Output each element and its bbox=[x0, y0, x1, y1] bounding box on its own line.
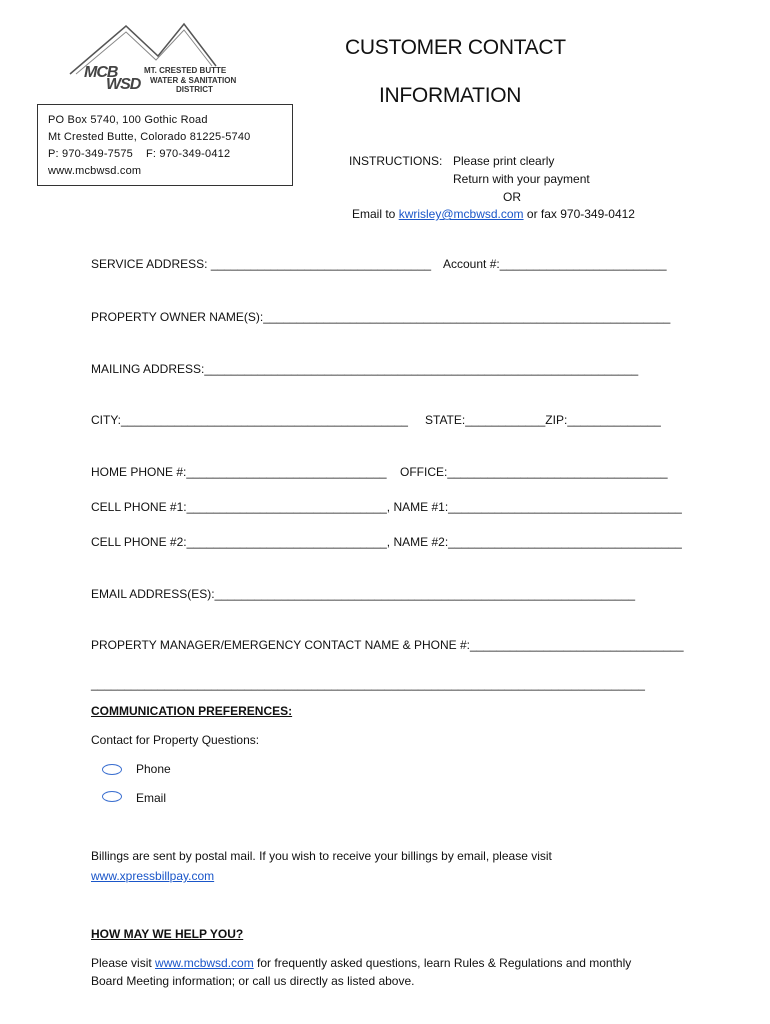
email-address-field[interactable]: EMAIL ADDRESS(ES):_______________________________________________________________ bbox=[91, 587, 636, 601]
page-title-line2: INFORMATION bbox=[379, 84, 522, 107]
office-phone-field[interactable]: OFFICE:_________________________________ bbox=[400, 465, 668, 479]
property-manager-field[interactable]: PROPERTY MANAGER/EMERGENCY CONTACT NAME & PHONE #:________________________________ bbox=[91, 638, 684, 652]
mailing-address-field[interactable]: MAILING ADDRESS:_________________________________________________________________ bbox=[91, 362, 639, 376]
property-owner-field[interactable]: PROPERTY OWNER NAME(S):_____________________________________________________________ bbox=[91, 310, 671, 324]
help-suffix: for frequently asked questions, learn Rules & Regulations and monthly bbox=[253, 956, 632, 970]
billing-text: Billings are sent by postal mail. If you wish to receive your billings by email, please visit bbox=[91, 849, 552, 863]
state-zip-field[interactable]: STATE:____________ZIP:______________ bbox=[425, 413, 661, 427]
instructions-email-line bbox=[352, 205, 635, 223]
home-phone-field[interactable]: HOME PHONE #:______________________________ bbox=[91, 465, 387, 479]
city-field[interactable]: CITY:___________________________________________ bbox=[91, 413, 408, 427]
phone-radio[interactable] bbox=[102, 764, 122, 775]
page-title-line1: CUSTOMER CONTACT bbox=[345, 36, 566, 59]
address-website: www.mcbwsd.com bbox=[48, 165, 142, 177]
help-heading: HOW MAY WE HELP YOU? bbox=[91, 927, 244, 941]
contact-label: Contact for Property Questions: bbox=[91, 733, 260, 747]
address-line2: Mt Crested Butte, Colorado 81225-5740 bbox=[48, 131, 251, 143]
logo-line2: WATER & SANITATION bbox=[150, 76, 237, 85]
logo-line1: MT. CRESTED BUTTE bbox=[144, 66, 227, 75]
xpressbillpay-link[interactable]: www.xpressbillpay.com bbox=[91, 869, 215, 883]
service-address-field[interactable]: SERVICE ADDRESS: _________________________________ bbox=[91, 257, 432, 271]
website-link[interactable]: www.mcbwsd.com bbox=[155, 956, 254, 970]
cell-phone-2-field[interactable]: CELL PHONE #2:______________________________, NAME #2:___________________________________ bbox=[91, 535, 682, 549]
address-box bbox=[37, 104, 293, 186]
phone-option-label: Phone bbox=[136, 762, 171, 776]
email-option-label: Email bbox=[136, 791, 167, 805]
instructions-line2: Return with your payment bbox=[453, 172, 590, 186]
email-prefix: Email to bbox=[352, 207, 399, 221]
help-text-line1 bbox=[91, 956, 631, 970]
help-prefix: Please visit bbox=[91, 956, 156, 970]
logo-mcb: MCB bbox=[84, 64, 118, 81]
communication-heading: COMMUNICATION PREFERENCES: bbox=[91, 704, 293, 718]
extra-blank-line[interactable]: ___________________________________________________________________________________ bbox=[91, 677, 645, 691]
district-logo bbox=[66, 20, 256, 100]
logo-wsd: WSD bbox=[106, 76, 141, 93]
email-suffix: or fax 970-349-0412 bbox=[523, 207, 635, 221]
mountain-logo-icon bbox=[66, 20, 256, 100]
help-text-line2: Board Meeting information; or call us directly as listed above. bbox=[91, 974, 415, 988]
email-radio[interactable] bbox=[102, 791, 122, 802]
account-number-field[interactable]: Account #:_________________________ bbox=[443, 257, 667, 271]
logo-line3: DISTRICT bbox=[176, 85, 213, 94]
email-link[interactable]: kwrisley@mcbwsd.com bbox=[398, 207, 524, 221]
address-phone-fax: P: 970-349-7575 F: 970-349-0412 bbox=[48, 148, 231, 160]
instructions-label: INSTRUCTIONS: bbox=[349, 154, 443, 168]
address-line1: PO Box 5740, 100 Gothic Road bbox=[48, 114, 208, 126]
instructions-line1: Please print clearly bbox=[453, 154, 555, 168]
cell-phone-1-field[interactable]: CELL PHONE #1:______________________________, NAME #1:___________________________________ bbox=[91, 500, 682, 514]
instructions-or: OR bbox=[503, 190, 521, 204]
